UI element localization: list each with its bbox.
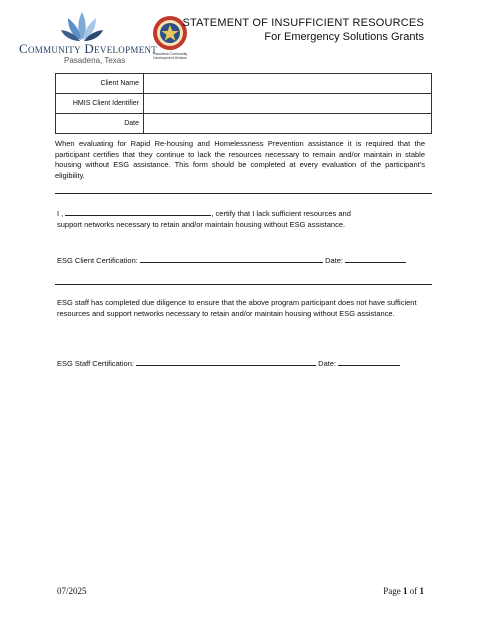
client-signature-row: [57, 254, 427, 266]
client-name-signature-line[interactable]: [65, 207, 211, 216]
client-name-label: Client Name: [56, 74, 144, 94]
client-info-table: [55, 73, 432, 134]
client-certification-statement: [57, 207, 427, 230]
intro-paragraph: When evaluating for Rapid Re-housing and Homelessness Prevention assistance it is required that the participant certifies that they continue to lack the resources necessary to remain and/or maintain in stable housing without ESG assistance. This form should be completed at every evaluation of the participant’s eligibility.: [55, 139, 425, 180]
cert-suffix: , certify that I lack sufficient resources and: [211, 209, 351, 218]
table-row: [56, 94, 432, 114]
org-location: Pasadena, Texas: [64, 56, 126, 65]
table-row: [56, 114, 432, 134]
cert-prefix: I ,: [57, 209, 64, 218]
staff-date-line[interactable]: [338, 357, 400, 366]
page-current: 1: [403, 586, 408, 596]
revision-date: 07/2025: [57, 586, 87, 596]
client-sig-label: ESG Client Certification:: [57, 256, 138, 265]
page-word: Page: [383, 586, 401, 596]
divider: [55, 193, 432, 194]
title-line1: STATEMENT OF INSUFFICIENT RESOURCES: [182, 17, 424, 29]
form-title: [183, 16, 424, 44]
staff-signature-row: [57, 357, 427, 369]
client-signature-line[interactable]: [140, 254, 323, 263]
hmis-id-label: HMIS Client Identifier: [56, 94, 144, 114]
lotus-icon: [60, 10, 104, 42]
staff-certification-statement: ESG staff has completed due diligence to ensure that the above program participant does not have sufficient resources and support networks necessary to retain and/or maintain housing without ESG assistance.: [57, 298, 417, 318]
page-total: 1: [419, 586, 424, 596]
seal-caption: Pasadena Community Development Division: [152, 52, 188, 60]
cert-line2: support networks necessary to retain and/or maintain housing without ESG assistance.: [57, 220, 346, 229]
staff-signature-line[interactable]: [136, 357, 316, 366]
client-date-line[interactable]: [345, 254, 406, 263]
org-logo: [16, 10, 158, 66]
date-label: Date: [56, 114, 144, 134]
title-line2: For Emergency Solutions Grants: [264, 31, 424, 43]
page-number: [383, 586, 424, 596]
client-date-label: Date:: [325, 256, 343, 265]
of-word: of: [409, 586, 418, 596]
org-name: Community Development: [19, 41, 158, 56]
staff-sig-label: ESG Staff Certification:: [57, 359, 134, 368]
hmis-id-field[interactable]: [144, 94, 432, 114]
table-row: [56, 74, 432, 94]
date-field[interactable]: [144, 114, 432, 134]
staff-date-label: Date:: [318, 359, 337, 368]
client-name-field[interactable]: [144, 74, 432, 94]
divider: [55, 284, 432, 285]
